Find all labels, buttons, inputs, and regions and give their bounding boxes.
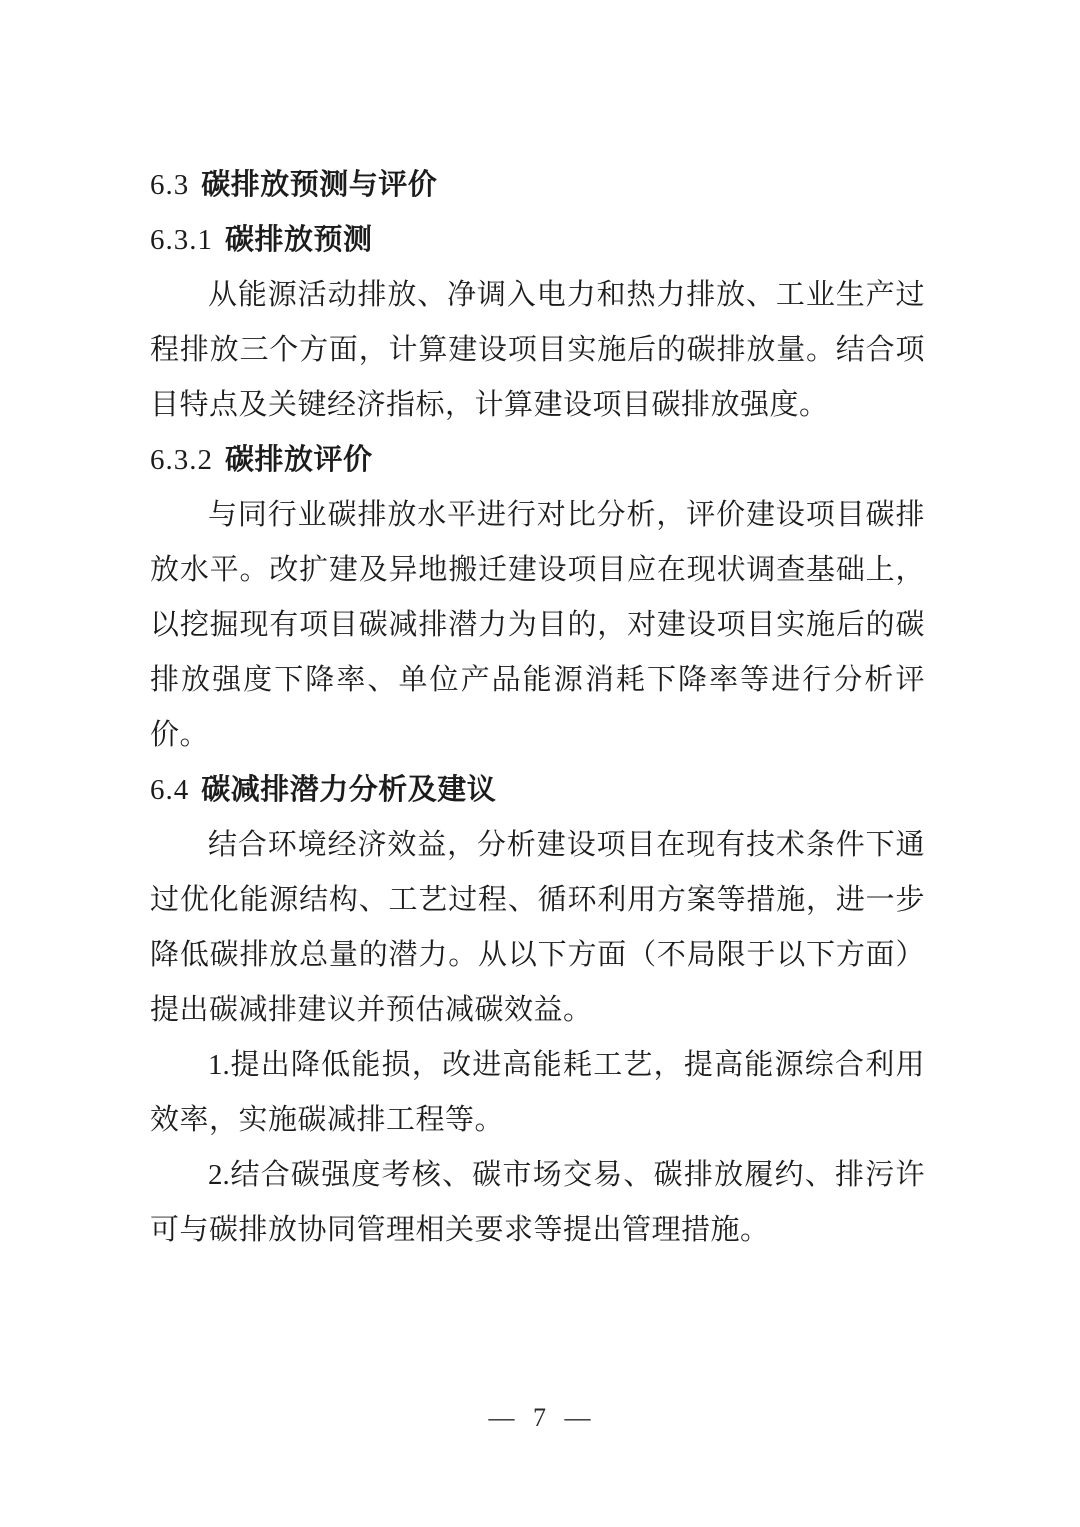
- paragraph-text: 与同行业碳排放水平进行对比分析，评价建设项目碳排放水平。改扩建及异地搬迁建设项目应在现状调查基础上，以挖掘现有项目碳减排潜力为目的，对建设项目实施后的碳排放强度下降率、单位产品能源消耗下降率等进行分析评价。: [150, 499, 925, 751]
- paragraph-text: 从能源活动排放、净调入电力和热力排放、工业生产过程排放三个方面，计算建设项目实施后的碳排放量。结合项目特点及关键经济指标，计算建设项目碳排放强度。: [150, 279, 925, 421]
- heading-6-3-2: [150, 433, 925, 488]
- page-number: — 7 —: [488, 1403, 592, 1432]
- list-marker: 2.: [208, 1159, 230, 1191]
- paragraph-text: 提出降低能损，改进高能耗工艺，提高能源综合利用效率，实施碳减排工程等。: [150, 1049, 925, 1136]
- heading-6-3: [150, 158, 925, 213]
- list-paragraph-1: [150, 1038, 925, 1148]
- heading-text: 碳排放预测与评价: [201, 169, 438, 201]
- list-paragraph-2: [150, 1148, 925, 1258]
- heading-number: 6.3: [150, 169, 190, 201]
- list-marker: 1.: [208, 1049, 230, 1081]
- paragraph: [150, 488, 925, 763]
- heading-number: 6.3.1: [150, 224, 213, 256]
- paragraph: [150, 818, 925, 1038]
- heading-number: 6.3.2: [150, 444, 213, 476]
- heading-6-3-1: [150, 213, 925, 268]
- heading-text: 碳排放评价: [225, 444, 373, 476]
- paragraph: [150, 268, 925, 433]
- heading-6-4: [150, 763, 925, 818]
- heading-text: 碳排放预测: [225, 224, 373, 256]
- paragraph-text: 结合碳强度考核、碳市场交易、碳排放履约、排污许可与碳排放协同管理相关要求等提出管理措施。: [150, 1159, 925, 1246]
- heading-text: 碳减排潜力分析及建议: [201, 774, 497, 806]
- heading-number: 6.4: [150, 774, 190, 806]
- paragraph-text: 结合环境经济效益，分析建设项目在现有技术条件下通过优化能源结构、工艺过程、循环利用方案等措施，进一步降低碳排放总量的潜力。从以下方面（不局限于以下方面）提出碳减排建议并预估减碳效益。: [150, 829, 925, 1026]
